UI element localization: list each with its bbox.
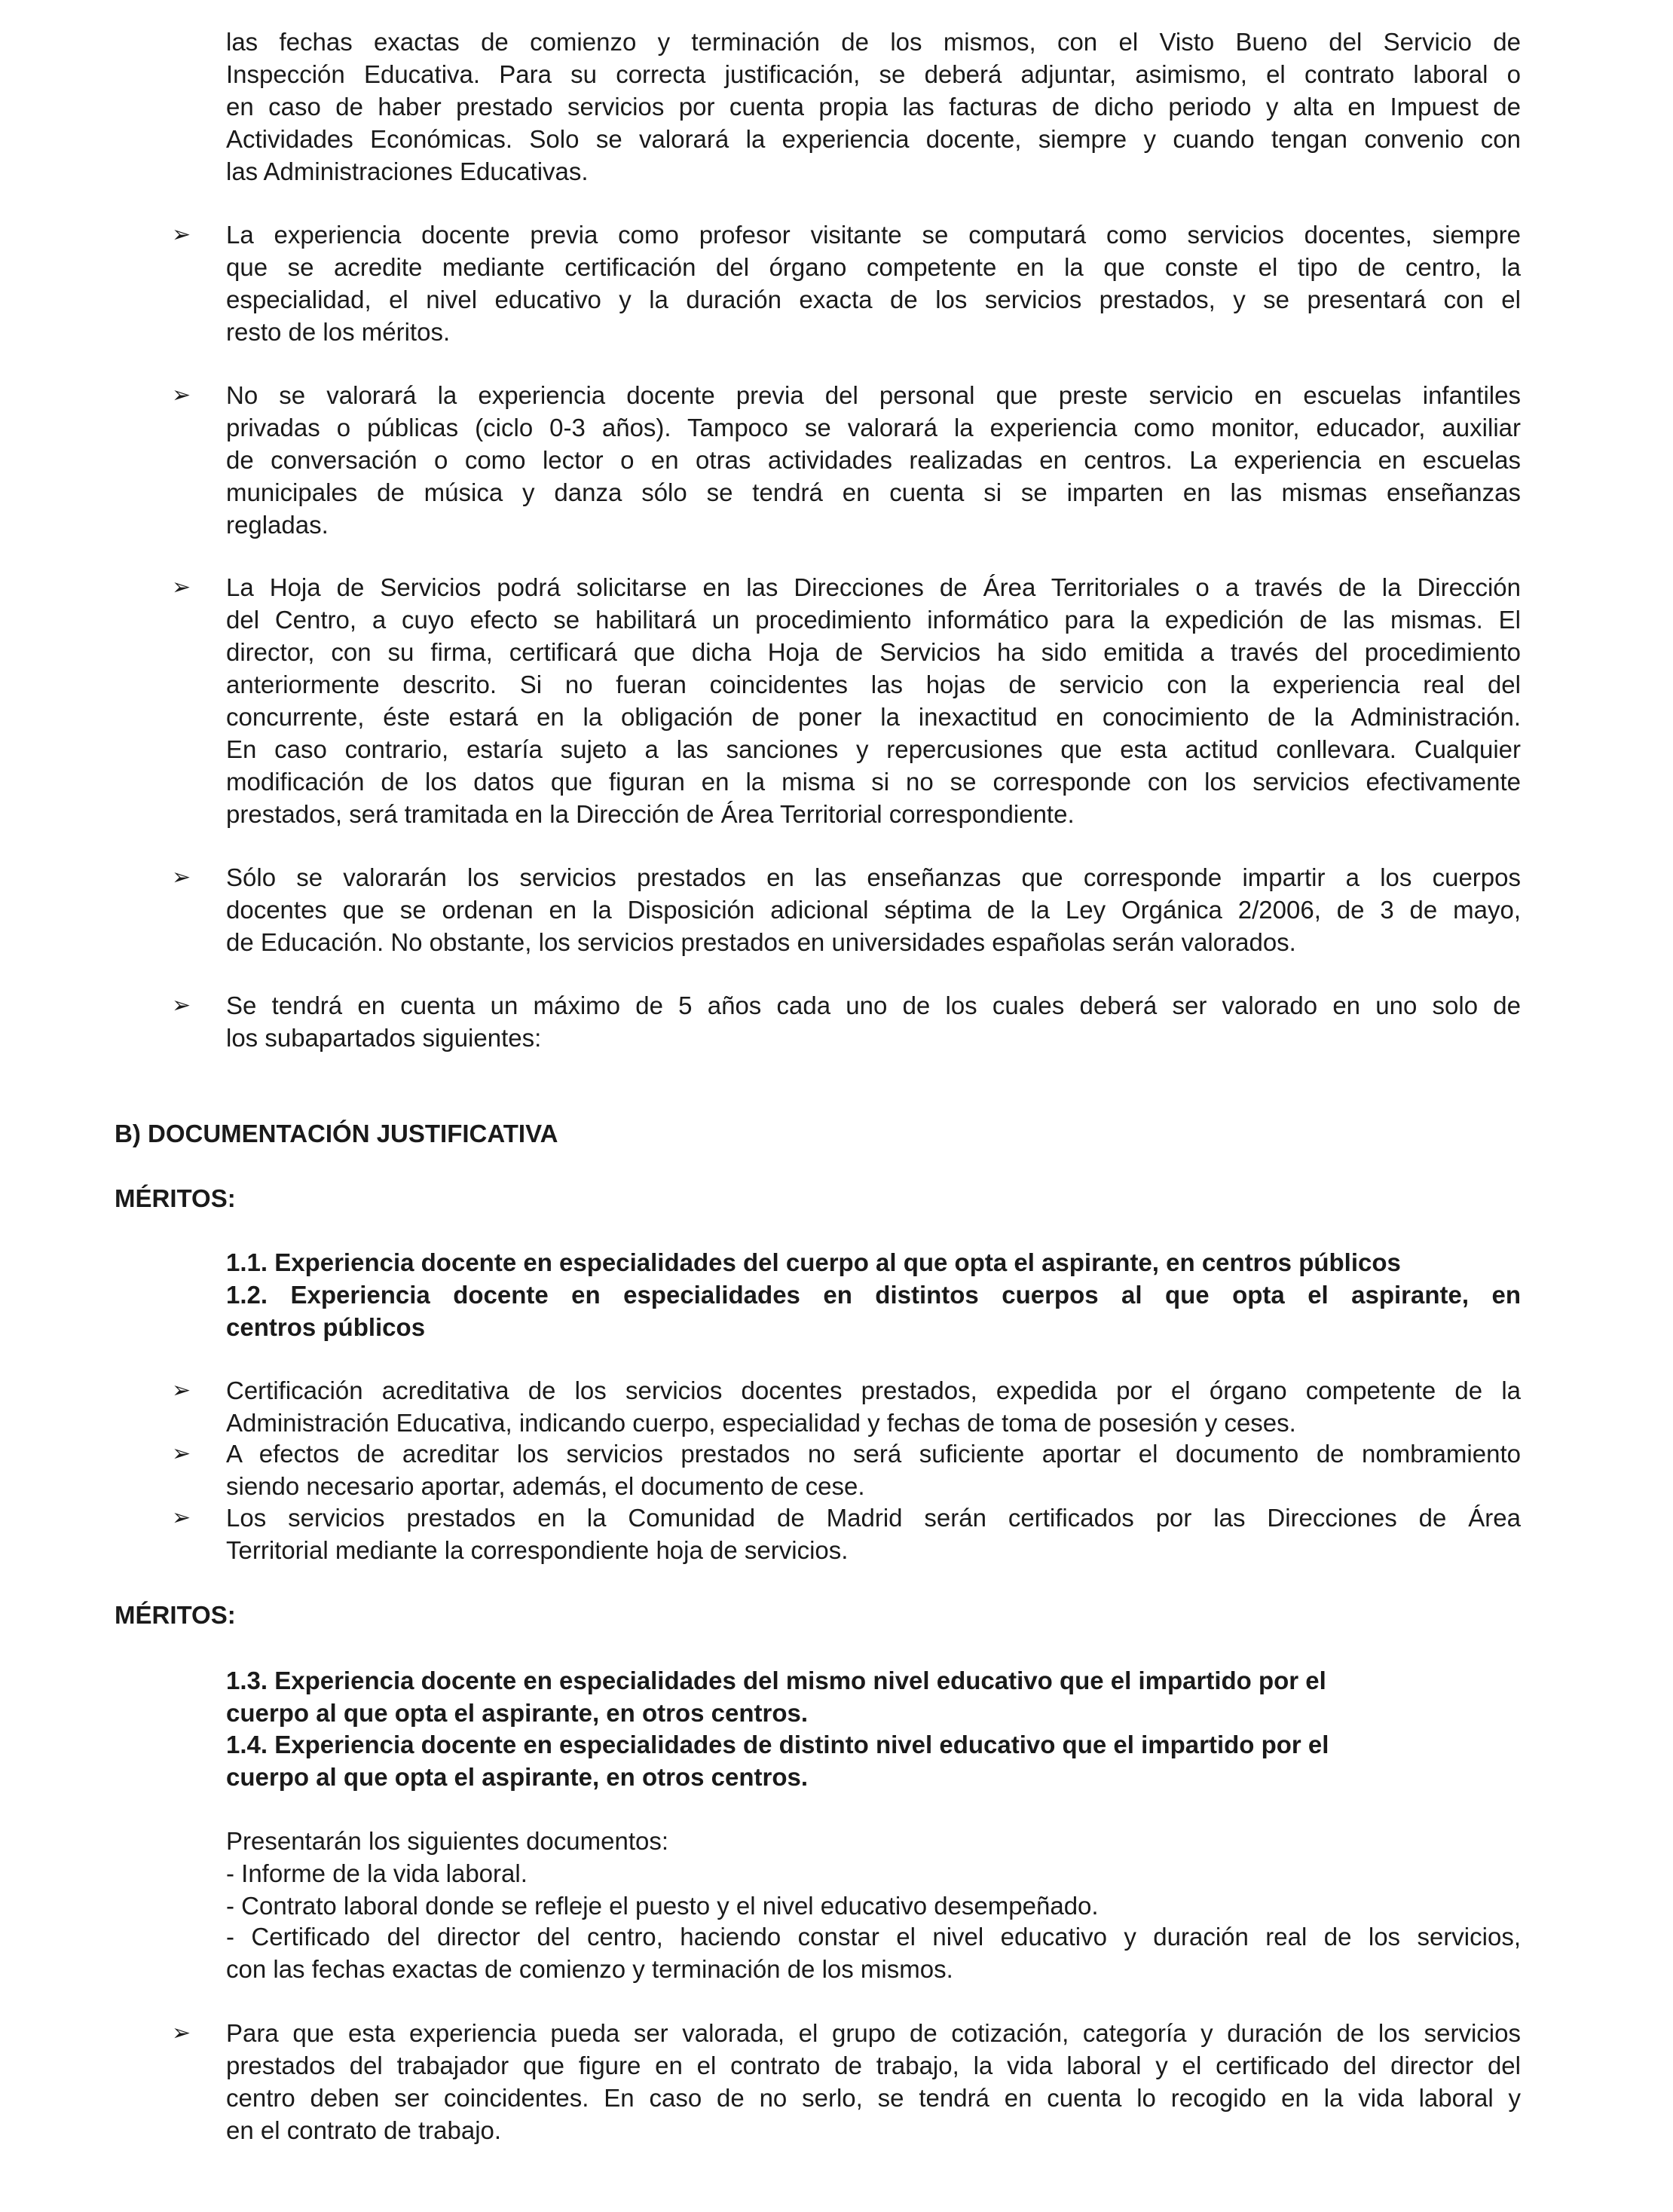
paragraph [226, 1920, 1521, 1985]
arrow-bullet-icon: ➢ [172, 1441, 191, 1466]
text-line: 1.1. Experiencia docente en especialidades del cuerpo al que opta el aspirante, en centros públicos [226, 1248, 1401, 1276]
text-line: - Informe de la vida laboral. [226, 1859, 528, 1887]
arrow-bullet-icon: ➢ [172, 993, 191, 1018]
bullet-item [172, 379, 1521, 541]
bullet-item [172, 218, 1521, 348]
text-line: resto de los méritos. [226, 318, 451, 346]
text-line: MÉRITOS: [115, 1601, 236, 1629]
text-line: Para que esta experiencia pueda ser valorada, el grupo de cotización, categoría y duración de los servicios [226, 2019, 1521, 2047]
paragraph [226, 26, 1521, 188]
text-line: concurrente, éste estará en la obligación de poner la inexactitud en conocimiento de la Administración. [226, 703, 1521, 731]
bullet-item [172, 1502, 1521, 1566]
text-line: siendo necesario aportar, además, el documento de cese. [226, 1472, 865, 1500]
text-line: Los servicios prestados en la Comunidad de Madrid serán certificados por las Direcciones de Área [226, 1504, 1521, 1532]
section-heading [115, 1182, 1409, 1214]
merit-title [226, 1664, 1521, 1729]
text-line: con las fechas exactas de comienzo y terminación de los mismos. [226, 1955, 953, 1983]
text-line: del Centro, a cuyo efecto se habilitará un procedimiento informático para la expedición de las mismas. El [226, 606, 1521, 634]
text-line: municipales de música y danza sólo se tendrá en cuenta si se imparten en las mismas enseñanzas [226, 478, 1521, 506]
text-line: En caso contrario, estaría sujeto a las sanciones y repercusiones que esta actitud conllevara. Cualquier [226, 735, 1521, 763]
text-line: 1.3. Experiencia docente en especialidades del mismo nivel educativo que el impartido por el [226, 1667, 1326, 1694]
text-line: - Contrato laboral donde se refleje el puesto y el nivel educativo desempeñado. [226, 1892, 1099, 1920]
text-line: Inspección Educativa. Para su correcta justificación, se deberá adjuntar, asimismo, el contrato laboral o [226, 60, 1521, 88]
text-line: de conversación o como lector o en otras actividades realizadas en centros. La experiencia en escuelas [226, 446, 1521, 474]
text-line: Presentarán los siguientes documentos: [226, 1827, 669, 1855]
text-line: privadas o públicas (ciclo 0-3 años). Tampoco se valorará la experiencia como monitor, educador, auxiliar [226, 414, 1521, 441]
text-line: modificación de los datos que figuran en la misma si no se corresponde con los servicios efectivamente [226, 768, 1521, 796]
text-line: Territorial mediante la correspondiente hoja de servicios. [226, 1536, 849, 1564]
text-line: 1.4. Experiencia docente en especialidades de distinto nivel educativo que el impartido por el [226, 1731, 1329, 1758]
text-line: Sólo se valorarán los servicios prestados en las enseñanzas que corresponde impartir a los cuerpos [226, 863, 1521, 891]
text-line: regladas. [226, 511, 329, 539]
arrow-bullet-icon: ➢ [172, 575, 191, 600]
bullet-item [172, 1374, 1521, 1439]
text-line: especialidad, el nivel educativo y la duración exacta de los servicios prestados, y se presentará con el [226, 286, 1521, 313]
text-line: prestados, será tramitada en la Dirección de Área Territorial correspondiente. [226, 800, 1075, 828]
arrow-bullet-icon: ➢ [172, 1505, 191, 1530]
text-line: Se tendrá en cuenta un máximo de 5 años cada uno de los cuales deberá ser valorado en uno solo de [226, 991, 1521, 1019]
arrow-bullet-icon: ➢ [172, 1378, 191, 1403]
bullet-item [172, 1437, 1521, 1502]
text-line: que se acredite mediante certificación del órgano competente en la que conste el tipo de centro, la [226, 253, 1521, 281]
text-line: anteriormente descrito. Si no fueran coincidentes las hojas de servicio con la experiencia real del [226, 671, 1521, 698]
text-line: No se valorará la experiencia docente previa del personal que preste servicio en escuelas infantiles [226, 381, 1521, 409]
text-line: docentes que se ordenan en la Disposición adicional séptima de la Ley Orgánica 2/2006, de 3 de mayo, [226, 896, 1521, 924]
text-line: director, con su firma, certificará que dicha Hoja de Servicios ha sido emitida a través del procedimiento [226, 638, 1521, 666]
text-line: las fechas exactas de comienzo y terminación de los mismos, con el Visto Bueno del Servicio de [226, 28, 1521, 56]
text-line: los subapartados siguientes: [226, 1024, 542, 1052]
arrow-bullet-icon: ➢ [172, 383, 191, 408]
bullet-item [172, 2017, 1521, 2146]
text-line: La Hoja de Servicios podrá solicitarse en las Direcciones de Área Territoriales o a través de la Dirección [226, 573, 1521, 601]
text-line: La experiencia docente previa como profesor visitante se computará como servicios docentes, siempre [226, 221, 1521, 249]
text-line: centro deben ser coincidentes. En caso de no serlo, se tendrá en cuenta lo recogido en la vida laboral y [226, 2084, 1521, 2112]
merit-title [226, 1279, 1521, 1343]
text-line: A efectos de acreditar los servicios prestados no será suficiente aportar el documento de nombramiento [226, 1440, 1521, 1468]
text-line: 1.2. Experiencia docente en especialidades en distintos cuerpos al que opta el aspirante, en [226, 1281, 1521, 1309]
document-list [226, 1825, 1521, 1922]
arrow-bullet-icon: ➢ [172, 2021, 191, 2045]
text-line: MÉRITOS: [115, 1184, 236, 1212]
text-line: de Educación. No obstante, los servicios prestados en universidades españolas serán valorados. [226, 928, 1296, 956]
text-line: centros públicos [226, 1313, 426, 1341]
section-heading [115, 1599, 1409, 1631]
bullet-item [172, 861, 1521, 958]
merit-title [226, 1728, 1521, 1793]
text-line: B) DOCUMENTACIÓN JUSTIFICATIVA [115, 1120, 558, 1147]
text-line: Certificación acreditativa de los servicios docentes prestados, expedida por el órgano competente de la [226, 1376, 1521, 1404]
text-line: Administración Educativa, indicando cuerpo, especialidad y fechas de toma de posesión y ceses. [226, 1409, 1296, 1437]
section-heading [115, 1117, 1409, 1150]
text-line: prestados del trabajador que figure en el contrato de trabajo, la vida laboral y el certificado del director del [226, 2052, 1521, 2079]
bullet-item [172, 989, 1521, 1054]
merit-title [226, 1246, 1521, 1279]
bullet-item [172, 571, 1521, 830]
text-line: cuerpo al que opta el aspirante, en otros centros. [226, 1763, 809, 1791]
text-line: las Administraciones Educativas. [226, 157, 589, 185]
arrow-bullet-icon: ➢ [172, 222, 191, 247]
text-line: - Certificado del director del centro, haciendo constar el nivel educativo y duración real de los servicios, [226, 1923, 1521, 1951]
text-line: Actividades Económicas. Solo se valorará la experiencia docente, siempre y cuando tengan convenio con [226, 125, 1521, 153]
text-line: cuerpo al que opta el aspirante, en otros centros. [226, 1699, 809, 1727]
arrow-bullet-icon: ➢ [172, 865, 191, 890]
text-line: en caso de haber prestado servicios por cuenta propia las facturas de dicho periodo y alta en Impuest de [226, 93, 1521, 121]
text-line: en el contrato de trabajo. [226, 2116, 502, 2144]
